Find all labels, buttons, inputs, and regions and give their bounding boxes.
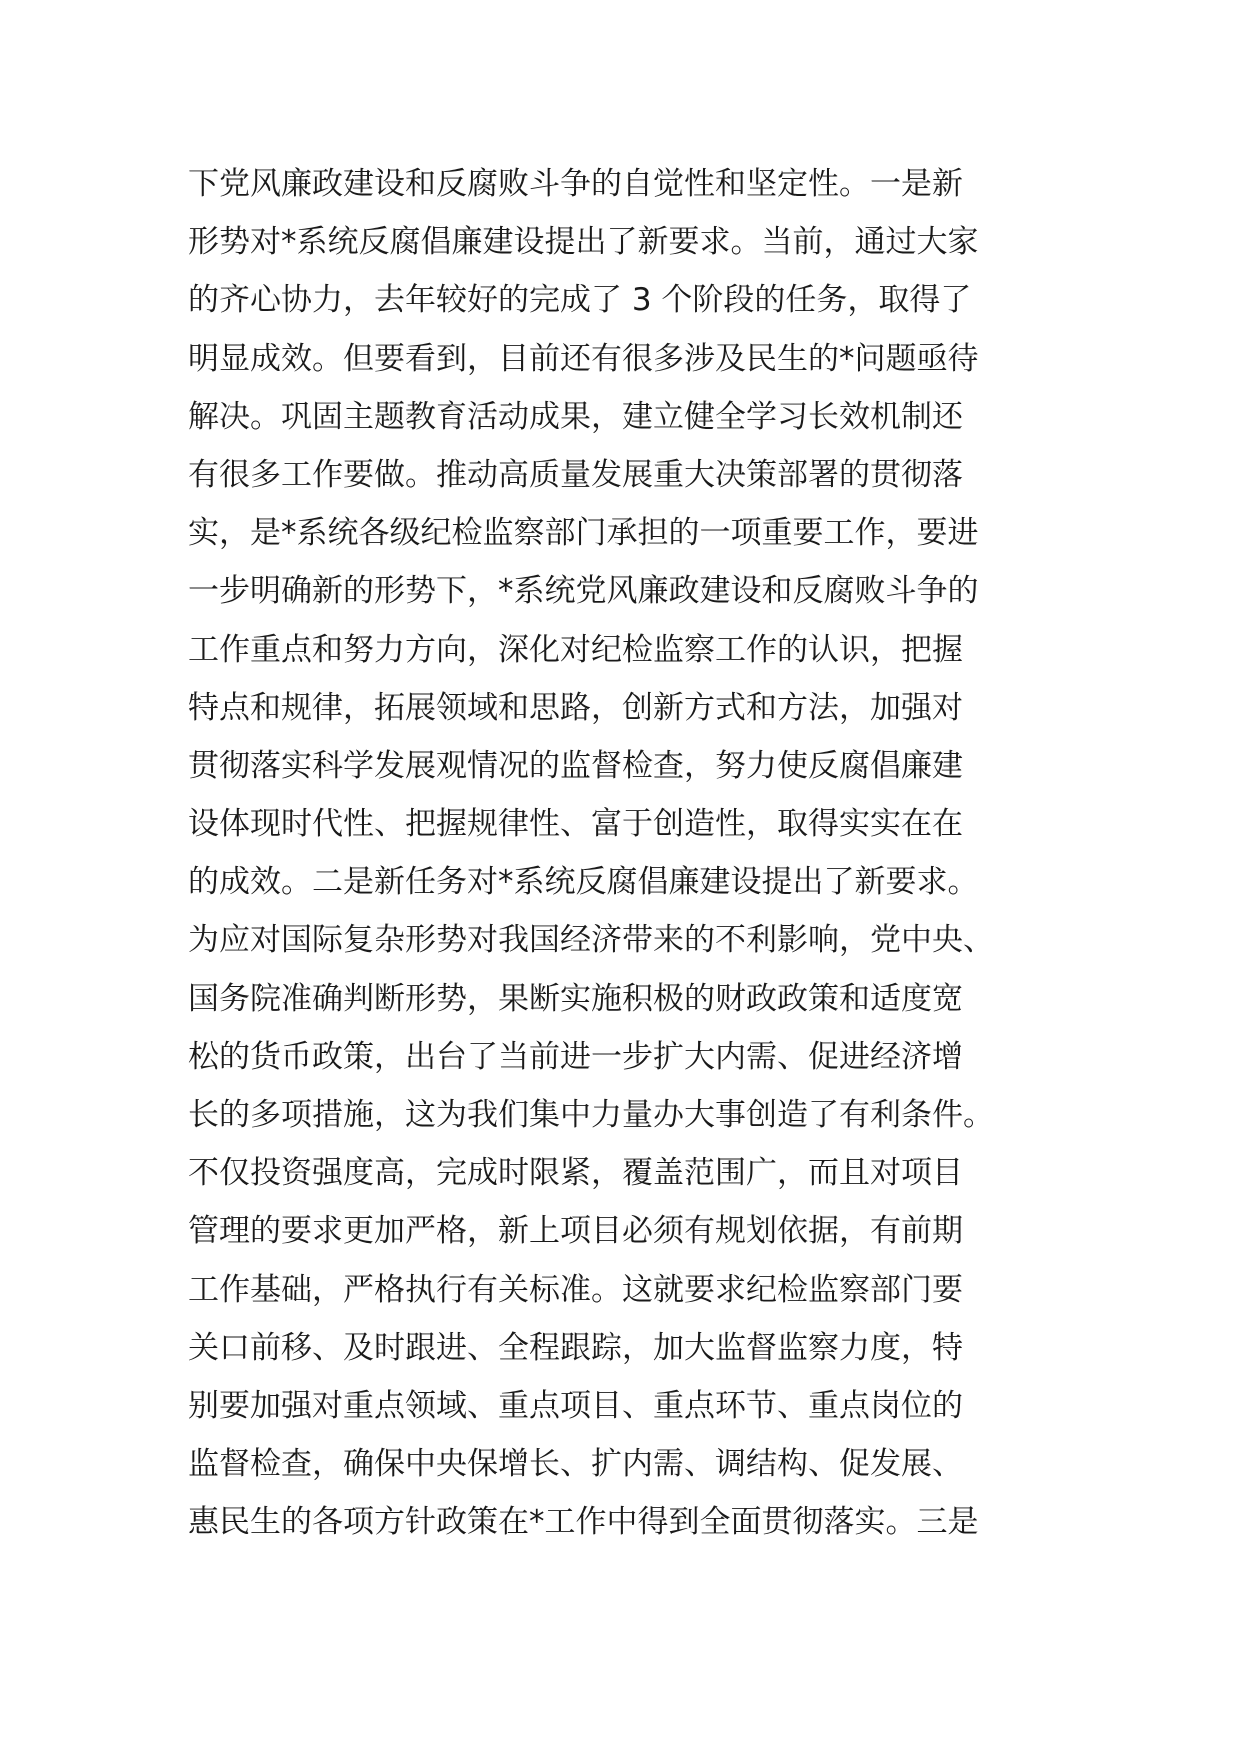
text-line: 为应对国际复杂形势对我国经济带来的不利影响，党中央、 xyxy=(188,922,994,959)
body-text xyxy=(188,155,1068,1552)
text-line: 解决。巩固主题教育活动成果，建立健全学习长效机制还 xyxy=(188,398,963,435)
text-line: 工作基础，严格执行有关标准。这就要求纪检监察部门要 xyxy=(188,1271,963,1308)
text-line: 贯彻落实科学发展观情况的监督检查，努力使反腐倡廉建 xyxy=(188,747,963,784)
text-line: 的齐心协力，去年较好的完成了 3 个阶段的任务，取得了 xyxy=(188,282,972,319)
text-line: 特点和规律，拓展领域和思路，创新方式和方法，加强对 xyxy=(188,689,963,726)
text-line: 管理的要求更加严格，新上项目必须有规划依据，有前期 xyxy=(188,1213,963,1250)
text-line: 工作重点和努力方向，深化对纪检监察工作的认识，把握 xyxy=(188,631,963,668)
text-line: 明显成效。但要看到，目前还有很多涉及民生的*问题亟待 xyxy=(188,340,979,377)
text-line: 有很多工作要做。推动高质量发展重大决策部署的贯彻落 xyxy=(188,456,963,493)
text-line: 不仅投资强度高，完成时限紧，覆盖范围广，而且对项目 xyxy=(188,1155,963,1192)
text-line: 一步明确新的形势下，*系统党风廉政建设和反腐败斗争的 xyxy=(188,573,979,610)
text-line: 设体现时代性、把握规律性、富于创造性，取得实实在在 xyxy=(188,806,963,843)
text-line: 的成效。二是新任务对*系统反腐倡廉建设提出了新要求。 xyxy=(188,864,979,901)
text-line: 长的多项措施，这为我们集中力量办大事创造了有利条件。 xyxy=(188,1097,994,1133)
text-line: 下党风廉政建设和反腐败斗争的自觉性和坚定性。一是新 xyxy=(188,166,963,202)
text-line: 关口前移、及时跟进、全程跟踪，加大监督监察力度，特 xyxy=(188,1329,963,1366)
text-line: 松的货币政策，出台了当前进一步扩大内需、促进经济增 xyxy=(188,1038,963,1075)
text-line: 实，是*系统各级纪检监察部门承担的一项重要工作，要进 xyxy=(188,515,979,552)
text-line: 监督检查，确保中央保增长、扩内需、调结构、促发展、 xyxy=(188,1446,963,1483)
text-line: 惠民生的各项方针政策在*工作中得到全面贯彻落实。三是 xyxy=(188,1504,979,1541)
text-line: 国务院准确判断形势，果断实施积极的财政政策和适度宽 xyxy=(188,980,963,1017)
text-line: 形势对*系统反腐倡廉建设提出了新要求。当前，通过大家 xyxy=(188,224,979,261)
text-line: 别要加强对重点领域、重点项目、重点环节、重点岗位的 xyxy=(188,1387,963,1424)
